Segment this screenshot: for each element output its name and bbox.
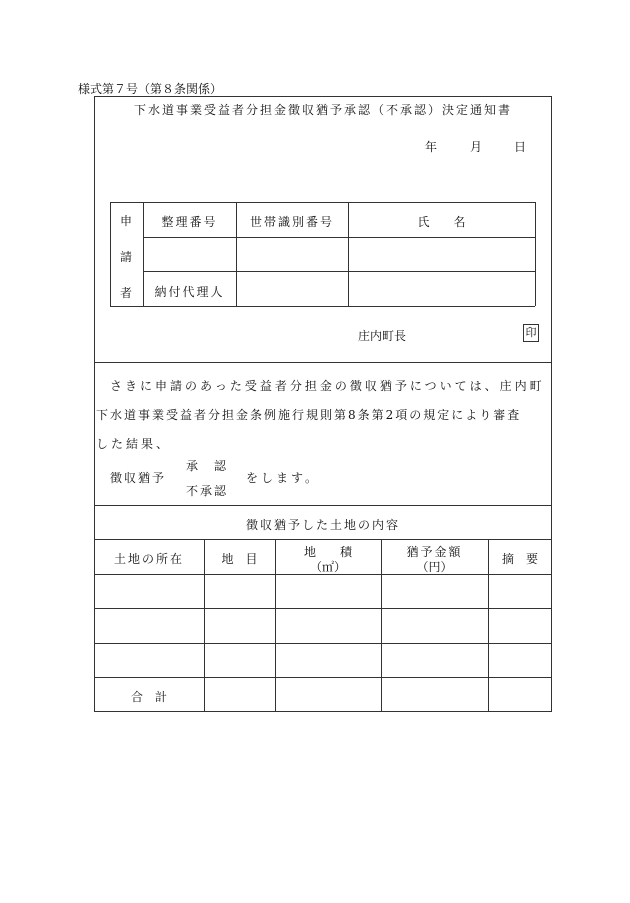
total-label: 合 計 [130,690,167,704]
header-reference-number: 整理番号 [161,215,218,229]
header-deferred-amount: 猶予金額 [406,545,463,559]
header-remarks: 摘 要 [501,552,538,566]
section-divider [94,362,552,363]
issuer-name: 庄内町長 [358,329,407,343]
decision-prefix: 徴収猶予 [110,471,167,485]
agent-label: 納付代理人 [154,285,225,299]
land-table-caption: 徴収猶予した土地の内容 [245,518,400,532]
header-land-location: 土地の所在 [113,552,184,566]
header-area: 地 積 [303,545,352,559]
header-area-unit: （㎡） [309,560,346,574]
applicant-side-label-3: 者 [120,286,133,300]
header-amount-unit: （円） [416,560,453,574]
date-year: 年 [425,140,438,154]
applicant-side-label-2: 請 [120,250,133,264]
date-day: 日 [514,140,527,154]
option-reject: 不承認 [186,484,229,498]
document-title: 下水道事業受益者分担金徴収猶予承認（不承認）決定通知書 [133,103,512,117]
header-household-id: 世帯識別番号 [249,215,334,229]
body-line-2: 下水道事業受益者分担金条例施行規則第8条第2項の規定により審査 [96,408,522,422]
header-name: 氏 名 [417,215,466,229]
form-frame [94,96,552,712]
body-line-3: した結果、 [96,437,172,451]
applicant-side-label-1: 申 [120,214,133,228]
seal-mark: 印 [523,324,539,342]
decision-suffix: をします。 [246,471,321,485]
land-section-divider [94,505,552,506]
option-approve: 承 認 [186,459,229,473]
date-month: 月 [470,140,483,154]
form-label: 様式第７号（第８条関係） [78,82,223,96]
header-land-category: 地 目 [221,552,258,566]
body-line-1: さきに申請のあった受益者分担金の徴収猶予については、庄内町 [110,379,545,393]
